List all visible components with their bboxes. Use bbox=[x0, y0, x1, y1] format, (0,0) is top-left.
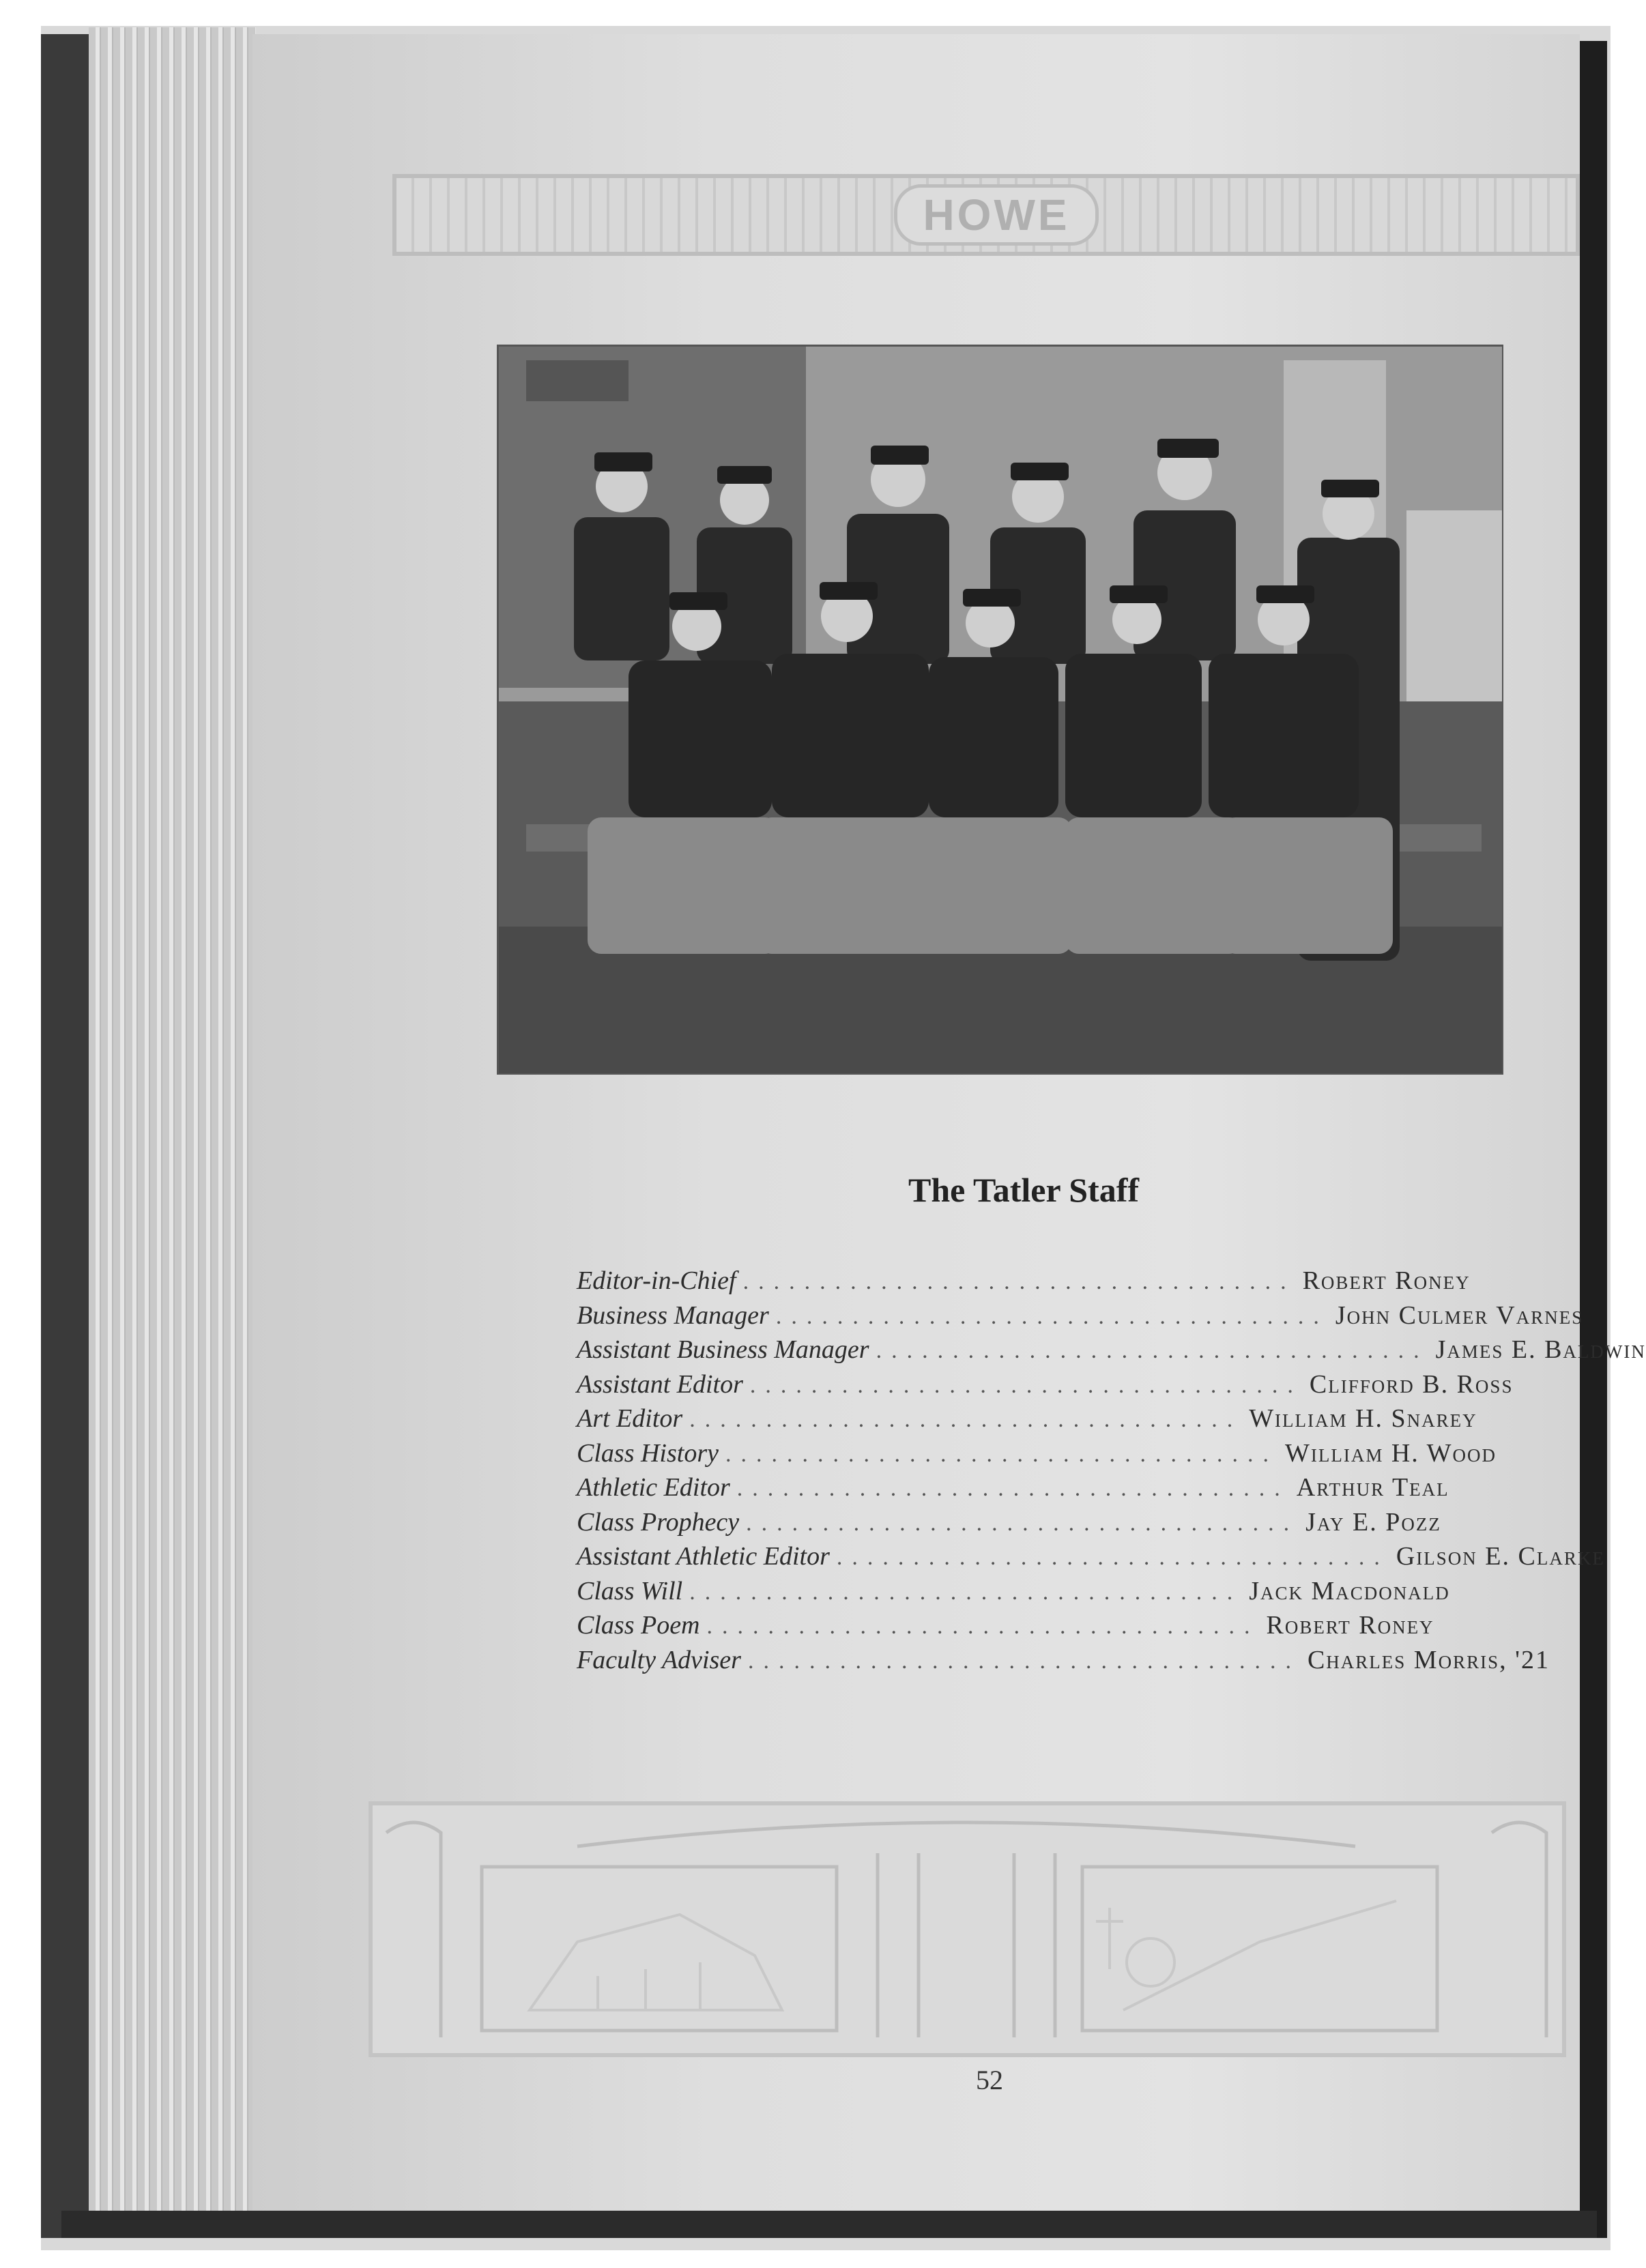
roster-role: Assistant Business Manager bbox=[577, 1335, 869, 1364]
dot-leader: .................................... bbox=[775, 1303, 1329, 1329]
staff-group-photo bbox=[497, 345, 1503, 1075]
dot-leader: .................................... bbox=[725, 1441, 1278, 1467]
roster-role: Editor-in-Chief bbox=[577, 1266, 736, 1295]
roster-name: Clifford B. Ross bbox=[1309, 1369, 1514, 1399]
dot-leader: .................................... bbox=[836, 1545, 1389, 1570]
roster-row bbox=[577, 1576, 1450, 1611]
dot-leader: .................................... bbox=[749, 1372, 1303, 1398]
roster-row bbox=[577, 1472, 1449, 1507]
dot-leader: .................................... bbox=[876, 1338, 1429, 1363]
book-cover-edge bbox=[41, 34, 89, 2238]
staff-roster bbox=[577, 1266, 1646, 1679]
roster-role: Class Prophecy bbox=[577, 1507, 740, 1537]
roster-row bbox=[577, 1438, 1497, 1473]
roster-row bbox=[577, 1507, 1441, 1542]
book-spine-shadow bbox=[1576, 41, 1607, 2238]
book-bottom-edge bbox=[61, 2211, 1597, 2238]
roster-name: Charles Morris, '21 bbox=[1307, 1645, 1550, 1674]
dot-leader: .................................... bbox=[689, 1407, 1243, 1432]
dot-leader: .................................... bbox=[689, 1579, 1243, 1605]
roster-name: Robert Roney bbox=[1266, 1611, 1434, 1640]
roster-name: William H. Wood bbox=[1284, 1438, 1497, 1468]
roster-name: Robert Roney bbox=[1302, 1266, 1471, 1295]
roster-role: Faculty Adviser bbox=[577, 1645, 741, 1674]
roster-role: Art Editor bbox=[577, 1404, 683, 1433]
roster-name: James E. Baldwin bbox=[1435, 1335, 1646, 1364]
roster-row bbox=[577, 1266, 1471, 1300]
roster-name: Gilson E. Clarke bbox=[1396, 1542, 1605, 1571]
roster-role: Athletic Editor bbox=[577, 1473, 730, 1502]
roster-name: William H. Snarey bbox=[1249, 1404, 1477, 1433]
roster-row bbox=[577, 1335, 1646, 1369]
dot-leader: .................................... bbox=[706, 1614, 1260, 1639]
roster-row bbox=[577, 1300, 1584, 1335]
roster-role: Class Poem bbox=[577, 1611, 700, 1640]
roster-role: Assistant Athletic Editor bbox=[577, 1542, 830, 1571]
page-number: 52 bbox=[976, 2065, 1003, 2095]
roster-role: Business Manager bbox=[577, 1300, 769, 1330]
roster-role: Class Will bbox=[577, 1576, 683, 1605]
roster-role: Assistant Editor bbox=[577, 1369, 743, 1399]
photo-illustration bbox=[499, 347, 1502, 1073]
header-banner-text: HOWE bbox=[894, 184, 1099, 246]
dot-leader: .................................... bbox=[747, 1648, 1301, 1674]
roster-name: Jay E. Pozz bbox=[1305, 1507, 1441, 1537]
section-title: The Tatler Staff bbox=[908, 1171, 1139, 1209]
roster-row bbox=[577, 1610, 1434, 1645]
dot-leader: .................................... bbox=[742, 1269, 1296, 1294]
footer-ornament bbox=[373, 1805, 1562, 2053]
roster-row bbox=[577, 1541, 1605, 1576]
roster-row bbox=[577, 1404, 1477, 1438]
roster-name: Arthur Teal bbox=[1296, 1473, 1449, 1502]
roster-row bbox=[577, 1645, 1550, 1680]
dot-leader: .................................... bbox=[736, 1476, 1290, 1501]
roster-name: Jack Macdonald bbox=[1249, 1576, 1450, 1605]
footer-decorative-band bbox=[369, 1801, 1566, 2057]
page-stack-edges bbox=[89, 27, 256, 2231]
roster-row bbox=[577, 1369, 1514, 1404]
dot-leader: .................................... bbox=[746, 1510, 1299, 1536]
roster-name: John Culmer Varnes bbox=[1335, 1300, 1584, 1330]
roster-role: Class History bbox=[577, 1438, 719, 1468]
